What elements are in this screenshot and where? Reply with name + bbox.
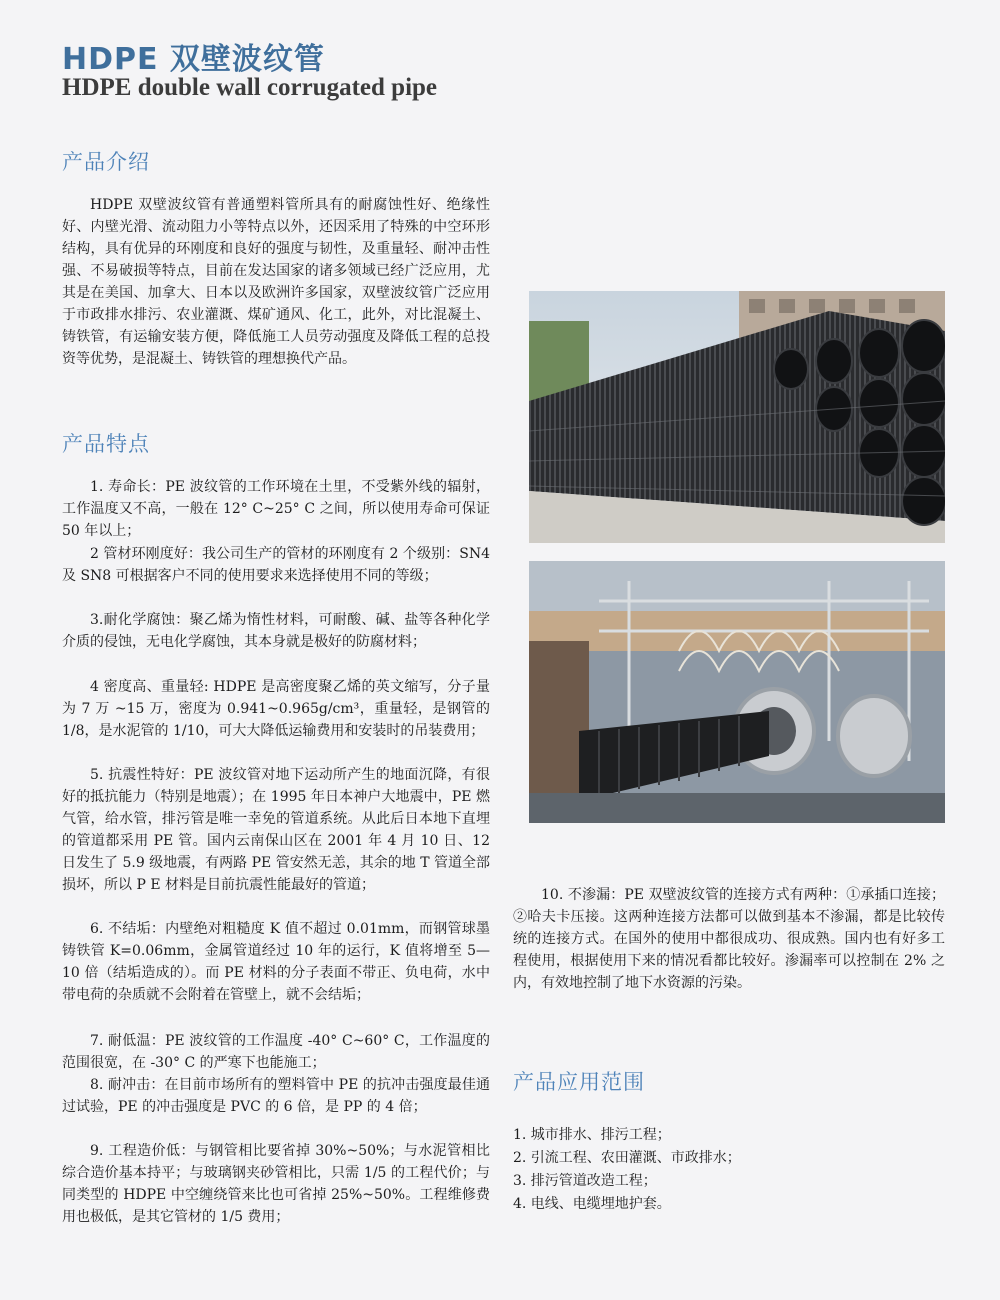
application-item: 2. 引流工程、农田灌溉、市政排水； <box>513 1150 741 1166</box>
feature-item: 7. 耐低温：PE 波纹管的工作温度 -40° C~60° C，工作温度的范围很宽，在 -30° C 的严寒下也能施工； <box>62 1033 490 1071</box>
title-english: HDPE double wall corrugated pipe <box>62 74 438 101</box>
application-item: 4. 电线、电缆埋地护套。 <box>513 1196 671 1212</box>
feature-item: 5. 抗震性特好：PE 波纹管对地下运动所产生的地面沉降，有很好的抵抗能力（特别是地震）；在 1995 年日本神户大地震中，PE 燃气管，给水管，排污管是唯一幸免的管道系统。从此后日本地下直埋的管道都采用 PE 管。国内云南保山区在 2001 年 4 月 10 日、12 日发生了 5.9 级地震，有两路 PE 管安然无恙，其余的地 T 管道全部损坏，所以 P E 材料是目前抗震性能最好的管道； <box>62 767 490 893</box>
pipe-stack-photo <box>529 291 945 543</box>
features-heading: 产品特点 <box>62 432 150 456</box>
intro-heading: 产品介绍 <box>62 150 150 174</box>
feature-item: 4 密度高、重量轻: HDPE 是高密度聚乙烯的英文缩写，分子量为 7 万 ~15 万，密度为 0.941~0.965g/cm³，重量轻，是钢管的 1/8，是水泥管的 1/10，可大大降低运输费用和安装时的吊装费用； <box>62 679 490 739</box>
application-item: 3. 排污管道改造工程； <box>513 1173 657 1189</box>
title-chinese: HDPE 双壁波纹管 <box>62 42 325 77</box>
applications-heading: 产品应用范围 <box>513 1070 645 1094</box>
feature-item: 2 管材环刚度好：我公司生产的管材的环刚度有 2 个级别：SN4 及 SN8 可根据客户不同的使用要求来选择使用不同的等级； <box>62 546 490 584</box>
production-line-photo <box>529 561 945 823</box>
applications-list <box>513 1124 741 1216</box>
feature-item: 8. 耐冲击：在目前市场所有的塑料管中 PE 的抗冲击强度最佳通过试验，PE 的冲击强度是 PVC 的 6 倍，是 PP 的 4 倍； <box>62 1077 490 1115</box>
feature-item: 9. 工程造价低：与钢管相比要省掉 30%~50%；与水泥管相比综合造价基本持平；与玻璃钢夹砂管相比，只需 1/5 的工程代价；与同类型的 HDPE 中空缠绕管来比也可省掉 25%~50%。工程维修费用也极低，是其它管材的 1/5 费用； <box>62 1143 490 1225</box>
application-item: 1. 城市排水、排污工程； <box>513 1127 671 1143</box>
feature-item: 1. 寿命长：PE 波纹管的工作环境在土里，不受紫外线的辐射，工作温度又不高，一般在 12° C~25° C 之间，所以使用寿命可保证 50 年以上； <box>62 479 490 539</box>
feature-item: 6. 不结垢：内壁绝对粗糙度 K 值不超过 0.01mm，而钢管球墨铸铁管 K=0.06mm，金属管道经过 10 年的运行，K 值将增至 5—10 倍（结垢造成的）。而 PE 材料的分子表面不带正、负电荷，水中带电荷的杂质就不会附着在管壁上，就不会结垢； <box>62 921 490 1003</box>
feature-item: 3.耐化学腐蚀：聚乙烯为惰性材料，可耐酸、碱、盐等各种化学介质的侵蚀，无电化学腐蚀，其本身就是极好的防腐材料； <box>62 612 490 650</box>
intro-text: HDPE 双壁波纹管有普通塑料管所具有的耐腐蚀性好、绝缘性好、内壁光滑、流动阻力小等特点以外，还因采用了特殊的中空环形结构，具有优异的环刚度和良好的强度与韧性，及重量轻、耐冲击性强、不易破损等特点，目前在发达国家的诸多领域已经广泛应用，尤其是在美国、加拿大、日本以及欧洲许多国家，双壁波纹管广泛应用于市政排水排污、农业灌溉、煤矿通风、化工，此外，对比混凝土、铸铁管，有运输安装方便，降低施工人员劳动强度及降低工程的总投资等优势，是混凝土、铸铁管的理想换代产品。 <box>62 197 490 367</box>
feature-item: 10. 不渗漏：PE 双壁波纹管的连接方式有两种：①承插口连接；②哈夫卡压接。这两种连接方法都可以做到基本不渗漏，都是比较传统的连接方式。在国外的使用中都很成功、很成熟。国内也有好多工程使用，根据使用下来的情况看都比较好。渗漏率可以控制在 2% 之内，有效地控制了地下水资源的污染。 <box>513 887 945 991</box>
